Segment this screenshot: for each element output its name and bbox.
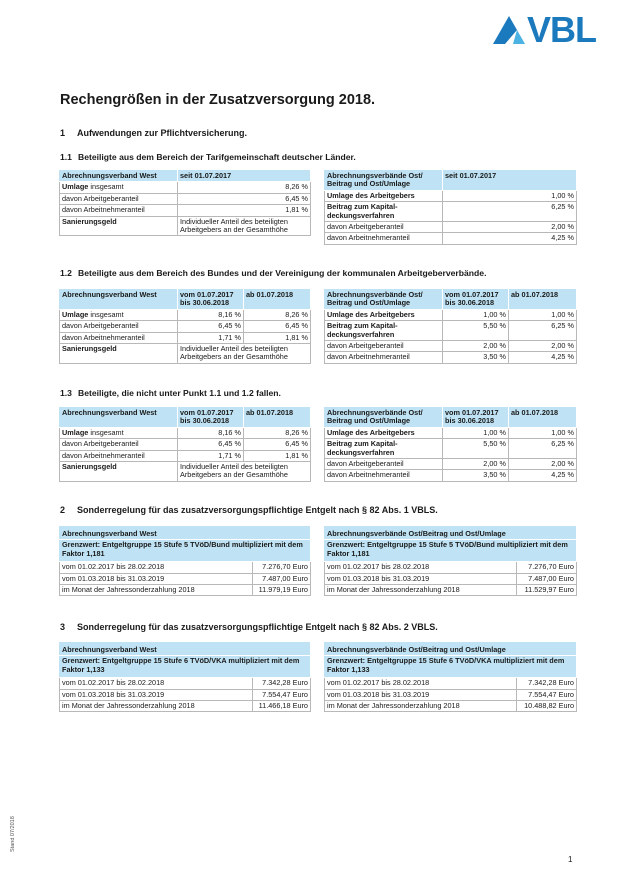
col-header: Abrechnungsverband West — [60, 527, 311, 540]
table-row: vom 01.02.2017 bis 28.02.2018 7.342,28 Euro — [60, 678, 311, 689]
table-row: im Monat der Jahressonderzahlung 2018 11.466,18 Euro — [60, 701, 311, 712]
col-header: vom 01.07.2017 bis 30.06.2018 — [178, 290, 244, 310]
vbl-logo-icon — [491, 14, 527, 46]
table-1-2-ost — [324, 289, 577, 364]
col-header: Abrechnungsverband West — [60, 290, 178, 310]
table-row: davon Arbeitnehmeranteil 4,25 % — [325, 233, 577, 244]
vbl-logo — [491, 9, 611, 50]
table-3-ost — [324, 642, 577, 712]
table-1-2-west — [59, 289, 311, 364]
section-title: Sonderregelung für das zusatzversorgungspflichtige Entgelt nach § 82 Abs. 1 VBLS. — [77, 505, 438, 515]
section-title: Aufwendungen zur Pflichtversicherung. — [77, 128, 248, 138]
table-row: vom 01.03.2018 bis 31.03.2019 7.487,00 Euro — [325, 573, 577, 584]
table-row: im Monat der Jahressonderzahlung 2018 11.529,97 Euro — [325, 585, 577, 596]
table-row: davon Arbeitnehmeranteil 1,81 % — [60, 205, 311, 216]
section-3-heading — [60, 622, 438, 632]
col-header: seit 01.07.2017 — [178, 171, 311, 182]
section-number: 1.3 — [60, 388, 72, 398]
col-subheader: Grenzwert: Entgeltgruppe 15 Stufe 5 TVöD/Bund multipliziert mit dem Faktor 1,181 — [325, 540, 577, 562]
table-row: vom 01.03.2018 bis 31.03.2019 7.554,47 Euro — [325, 689, 577, 700]
table-row: vom 01.03.2018 bis 31.03.2019 7.554,47 Euro — [60, 689, 311, 700]
col-header: Abrechnungsverband West — [60, 408, 178, 428]
table-row: davon Arbeitnehmeranteil 3,50 % 4,25 % — [325, 352, 577, 363]
section-1-3-heading — [60, 388, 281, 398]
col-subheader: Grenzwert: Entgeltgruppe 15 Stufe 5 TVöD/Bund multipliziert mit dem Faktor 1,181 — [60, 540, 311, 562]
col-header: ab 01.07.2018 — [509, 290, 577, 310]
col-header: vom 01.07.2017 bis 30.06.2018 — [443, 408, 509, 428]
section-title: Sonderregelung für das zusatzversorgungspflichtige Entgelt nach § 82 Abs. 2 VBLS. — [77, 622, 438, 632]
section-number: 1.1 — [60, 152, 72, 162]
col-header: seit 01.07.2017 — [443, 171, 577, 191]
table-row: davon Arbeitgeberanteil 6,45 % — [60, 193, 311, 204]
col-header: Abrechnungsverbände Ost/ Beitrag und Ost/Umlage — [325, 408, 443, 428]
table-1-1-west — [59, 170, 311, 236]
col-header: Abrechnungsverband West — [60, 171, 178, 182]
col-header: Abrechnungsverbände Ost/ Beitrag und Ost/Umlage — [325, 290, 443, 310]
page-number: 1 — [568, 855, 573, 864]
table-row: davon Arbeitgeberanteil 2,00 % 2,00 % — [325, 459, 577, 470]
table-row: Umlage des Arbeitgebers 1,00 % — [325, 190, 577, 201]
section-2-heading — [60, 505, 438, 515]
table-row: Sanierungsgeld Individueller Anteil des beteiligten Arbeitgebers an der Gesamthöhe — [60, 344, 311, 364]
table-row: im Monat der Jahressonderzahlung 2018 11.979,19 Euro — [60, 585, 311, 596]
stand-note: Stand 07/2018 — [10, 816, 16, 852]
col-header: ab 01.07.2018 — [244, 290, 311, 310]
col-header: ab 01.07.2018 — [244, 408, 311, 428]
section-title: Beteiligte aus dem Bereich der Tarifgemeinschaft deutscher Länder. — [78, 152, 356, 162]
table-3-west — [59, 642, 311, 712]
table-row: vom 01.02.2017 bis 28.02.2018 7.276,70 Euro — [325, 562, 577, 573]
page-title: Rechengrößen in der Zusatzversorgung 2018. — [60, 92, 376, 108]
table-row: Sanierungsgeld Individueller Anteil des beteiligten Arbeitgebers an der Gesamthöhe — [60, 216, 311, 236]
section-1-heading — [60, 128, 247, 138]
table-row: davon Arbeitnehmeranteil 1,71 % 1,81 % — [60, 332, 311, 343]
col-subheader: Grenzwert: Entgeltgruppe 15 Stufe 6 TVöD/VKA multipliziert mit dem Faktor 1,133 — [325, 656, 577, 678]
col-header: Abrechnungsverband West — [60, 643, 311, 656]
table-row: Beitrag zum Kapital-deckungsverfahren 5,50 % 6,25 % — [325, 439, 577, 459]
table-1-1-ost — [324, 170, 577, 245]
section-title: Beteiligte, die nicht unter Punkt 1.1 und 1.2 fallen. — [78, 388, 281, 398]
table-row: davon Arbeitgeberanteil 6,45 % 6,45 % — [60, 439, 311, 450]
table-row: vom 01.02.2017 bis 28.02.2018 7.276,70 Euro — [60, 562, 311, 573]
vbl-logo-text: VBL — [527, 9, 596, 50]
table-1-3-ost — [324, 407, 577, 482]
section-1-1-heading — [60, 152, 356, 162]
col-subheader: Grenzwert: Entgeltgruppe 15 Stufe 6 TVöD/VKA multipliziert mit dem Faktor 1,133 — [60, 656, 311, 678]
section-title: Beteiligte aus dem Bereich des Bundes und der Vereinigung der kommunalen Arbeitgeberverbände. — [78, 268, 487, 278]
section-1-2-heading — [60, 268, 486, 278]
table-row: Sanierungsgeld Individueller Anteil des beteiligten Arbeitgebers an der Gesamthöhe — [60, 462, 311, 482]
table-row: davon Arbeitgeberanteil 2,00 % — [325, 222, 577, 233]
table-2-ost — [324, 526, 577, 596]
col-header: Abrechnungsverbände Ost/ Beitrag und Ost/Umlage — [325, 171, 443, 191]
table-2-west — [59, 526, 311, 596]
col-header: ab 01.07.2018 — [509, 408, 577, 428]
table-row: im Monat der Jahressonderzahlung 2018 10.488,82 Euro — [325, 701, 577, 712]
table-row: davon Arbeitgeberanteil 2,00 % 2,00 % — [325, 341, 577, 352]
col-header: Abrechnungsverbände Ost/Beitrag und Ost/Umlage — [325, 643, 577, 656]
table-row: Umlage insgesamt 8,16 % 8,26 % — [60, 309, 311, 320]
section-number: 3 — [60, 622, 66, 632]
table-row: vom 01.03.2018 bis 31.03.2019 7.487,00 Euro — [60, 573, 311, 584]
table-1-3-west — [59, 407, 311, 482]
table-row: davon Arbeitnehmeranteil 3,50 % 4,25 % — [325, 470, 577, 481]
table-row: davon Arbeitgeberanteil 6,45 % 6,45 % — [60, 321, 311, 332]
section-number: 1.2 — [60, 268, 72, 278]
table-row: Umlage insgesamt 8,26 % — [60, 182, 311, 193]
col-header: vom 01.07.2017 bis 30.06.2018 — [178, 408, 244, 428]
table-row: Umlage des Arbeitgebers 1,00 % 1,00 % — [325, 427, 577, 438]
table-row: Umlage des Arbeitgebers 1,00 % 1,00 % — [325, 309, 577, 320]
col-header: Abrechnungsverbände Ost/Beitrag und Ost/Umlage — [325, 527, 577, 540]
table-row: Beitrag zum Kapital-deckungsverfahren 6,25 % — [325, 202, 577, 222]
table-row: vom 01.02.2017 bis 28.02.2018 7.342,28 Euro — [325, 678, 577, 689]
table-row: Beitrag zum Kapital-deckungsverfahren 5,50 % 6,25 % — [325, 321, 577, 341]
table-row: Umlage insgesamt 8,16 % 8,26 % — [60, 427, 311, 438]
col-header: vom 01.07.2017 bis 30.06.2018 — [443, 290, 509, 310]
table-row: davon Arbeitnehmeranteil 1,71 % 1,81 % — [60, 450, 311, 461]
section-number: 1 — [60, 128, 66, 138]
section-number: 2 — [60, 505, 66, 515]
